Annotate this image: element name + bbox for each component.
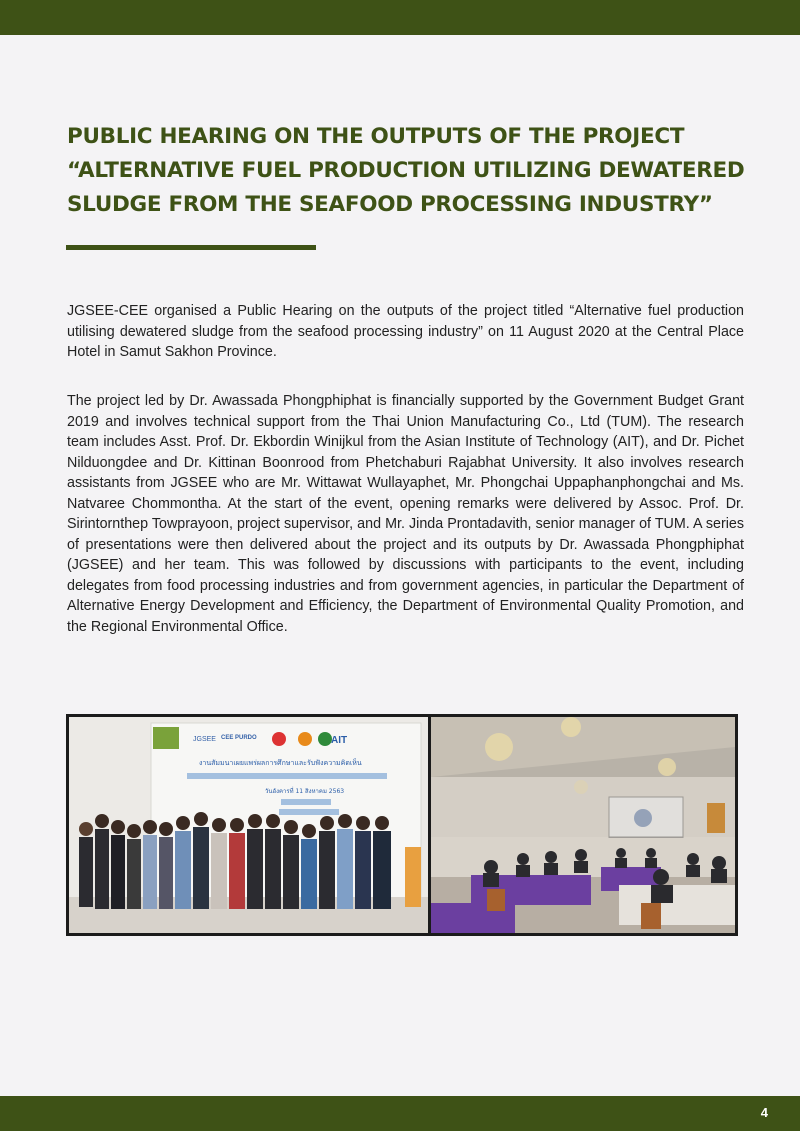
- top-bar: [0, 0, 800, 35]
- group-photo: [69, 717, 428, 933]
- title-underline: [66, 245, 316, 250]
- paragraph-intro: JGSEE-CEE organised a Public Hearing on the outputs of the project titled “Alternative fuel production utilising dewatered sludge from the seafood processing industry” on 11 August 2020 at the Central Place Hotel in Samut Sakhon Province.: [67, 303, 744, 360]
- banner-logo-ait: AIT: [331, 735, 348, 746]
- conference-room-photo: [431, 717, 735, 933]
- photo-strip: [66, 714, 738, 936]
- banner-date: วันอังคารที่ 11 สิงหาคม 2563: [265, 788, 345, 795]
- banner-logo-cee: CEE PURDO: [221, 735, 257, 741]
- page-title: PUBLIC HEARING ON THE OUTPUTS OF THE PROJECT “ALTERNATIVE FUEL PRODUCTION UTILIZING DEWATERED SLUDGE FROM THE SEAFOOD PROCESSING INDUSTRY”: [67, 124, 745, 217]
- page-number: 4: [760, 1105, 768, 1120]
- paragraph-details: The project led by Dr. Awassada Phongphiphat is financially supported by the Government Budget Grant 2019 and involves technical support from the Thai Union Manufacturing Co., Ltd (TUM). The research team includes Asst. Prof. Dr. Ekbordin Winijkul from the Asian Institute of Technology (AIT), and Dr. Pichet Nilduongdee and Dr. Kittinan Boonrood from Phetchaburi Rajabhat University. It also involves research assistants from JGSEE who are Mr. Wittawat Wullayaphet, Mr. Phongchai Uppaphanphongchai and Ms. Natvaree Chommontha. At the start of the event, opening remarks were delivered by Assoc. Prof. Dr. Sirintornthep Towprayoon, project supervisor, and Mr. Jinda Prontadavith, senior manager of TUM. A series of presentations were then delivered about the project and its outputs by Dr. Awassada Phongphiphat (JGSEE) and her team. This was followed by discussions with participants to the event, including delegates from food processing industries and from government agencies, in particular the Department of Alternative Energy Development and Efficiency, the Department of Environmental Quality Promotion, and the Regional Environmental Office.: [67, 393, 744, 635]
- bottom-bar: [0, 1096, 800, 1131]
- banner-logo-jgsee: JGSEE: [193, 736, 216, 743]
- banner-thai-heading: งานสัมมนาเผยแพร่ผลการศึกษาและรับฟังความคิดเห็น: [199, 759, 362, 767]
